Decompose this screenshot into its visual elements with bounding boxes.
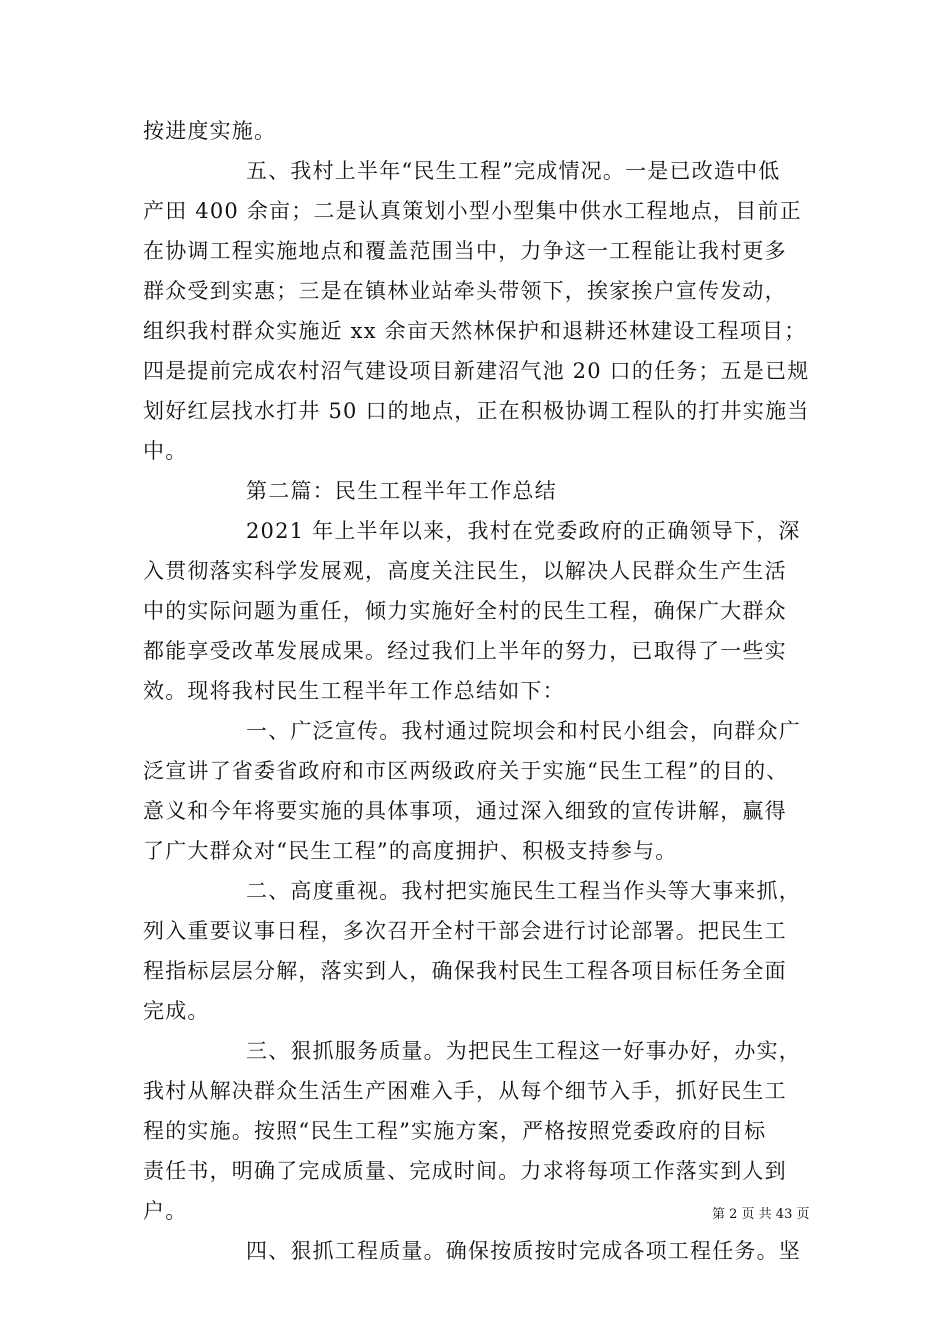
text-line: 四、狠抓工程质量。确保按质按时完成各项工程任务。坚 <box>246 1239 801 1263</box>
text-line: 三、狠抓服务质量。为把民生工程这一好事办好，办实， <box>246 1039 801 1063</box>
text-line: 中。 <box>143 439 188 463</box>
text-line: 划好红层找水打井 50 口的地点，正在积极协调工程队的打井实施当 <box>143 399 810 423</box>
text-line: 了广大群众对“民生工程”的高度拥护、积极支持参与。 <box>143 839 678 863</box>
text-line: 泛宣讲了省委省政府和市区两级政府关于实施“民生工程”的目的、 <box>143 759 789 783</box>
text-line: 责任书，明确了完成质量、完成时间。力求将每项工作落实到人到 <box>143 1159 787 1183</box>
text-line: 我村从解决群众生活生产困难入手，从每个细节入手，抓好民生工 <box>143 1079 787 1103</box>
text-line: 一、广泛宣传。我村通过院坝会和村民小组会，向群众广 <box>246 719 801 743</box>
section-heading: 第二篇：民生工程半年工作总结 <box>246 479 557 503</box>
text-line: 组织我村群众实施近 xx 余亩天然林保护和退耕还林建设工程项目； <box>143 319 807 343</box>
text-line: 入贯彻落实科学发展观，高度关注民生，以解决人民群众生产生活 <box>143 559 787 583</box>
text-line: 户。 <box>143 1199 188 1223</box>
text-line: 完成。 <box>143 999 210 1023</box>
text-line: 四是提前完成农村沼气建设项目新建沼气池 20 口的任务；五是已规 <box>143 359 810 383</box>
text-line: 程的实施。按照“民生工程”实施方案，严格按照党委政府的目标 <box>143 1119 767 1143</box>
text-line: 产田 400 余亩；二是认真策划小型小型集中供水工程地点，目前正 <box>143 199 802 223</box>
text-line: 按进度实施。 <box>143 119 277 143</box>
text-line: 都能享受改革发展成果。经过我们上半年的努力，已取得了一些实 <box>143 639 787 663</box>
text-line: 意义和今年将要实施的具体事项，通过深入细致的宣传讲解，赢得 <box>143 799 787 823</box>
text-line: 效。现将我村民生工程半年工作总结如下： <box>143 679 565 703</box>
text-line: 程指标层层分解，落实到人，确保我村民生工程各项目标任务全面 <box>143 959 787 983</box>
text-line: 五、我村上半年“民生工程”完成情况。一是已改造中低 <box>246 159 781 183</box>
text-line: 群众受到实惠；三是在镇林业站牵头带领下，挨家挨户宣传发动， <box>143 279 787 303</box>
page-number: 第 2 页 共 43 页 <box>712 1207 810 1222</box>
text-line: 二、高度重视。我村把实施民生工程当作头等大事来抓， <box>246 879 801 903</box>
text-line: 列入重要议事日程，多次召开全村干部会进行讨论部署。把民生工 <box>143 919 787 943</box>
text-line: 在协调工程实施地点和覆盖范围当中，力争这一工程能让我村更多 <box>143 239 787 263</box>
text-line: 2021 年上半年以来，我村在党委政府的正确领导下，深 <box>246 519 801 543</box>
text-line: 中的实际问题为重任，倾力实施好全村的民生工程，确保广大群众 <box>143 599 787 623</box>
